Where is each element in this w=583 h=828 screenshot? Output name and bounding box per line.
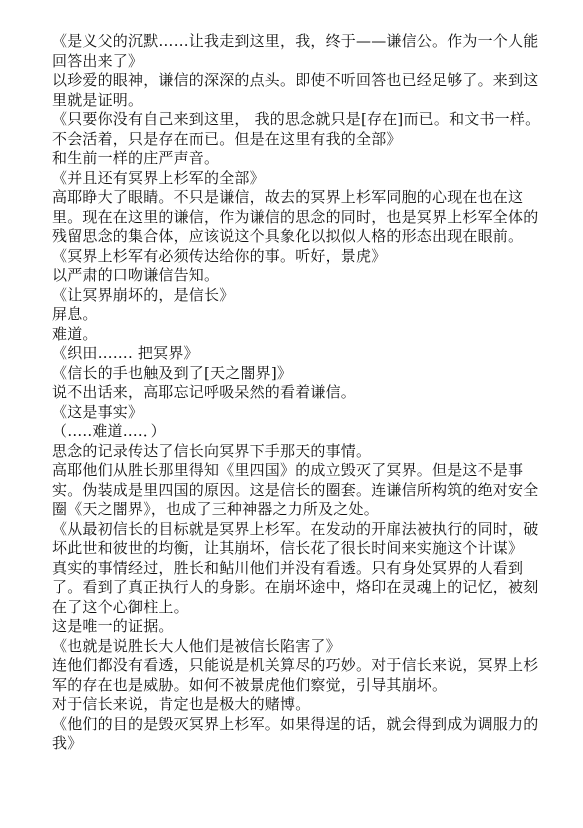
paragraph: 思念的记录传达了信长向冥界下手那天的事情。: [52, 441, 372, 460]
paragraph: 真实的事情经过，胜长和鲇川他们并没有看透。只有身处冥界的人看到了。看到了真正执行人的身影。在崩坏途中，烙印在灵魂上的记忆，被刻在了这个心御柱上。: [52, 558, 539, 616]
paragraph: 《从最初信长的目标就是冥界上杉军。在发动的开扉法被执行的同时，破坏此世和彼世的均衡，让其崩坏，信长花了很长时间来实施这个计谋》: [52, 519, 539, 557]
paragraph: 说不出话来，高耶忘记呼吸呆然的看着谦信。: [52, 383, 357, 401]
paragraph: 这是唯一的证据。: [52, 617, 174, 635]
paragraph: 《是义父的沉默……让我走到这里，我，终于——谦信公。作为一个人能回答出来了》: [52, 32, 539, 70]
paragraph: 对于信长来说，肯定也是极大的赌博。: [52, 695, 311, 713]
paragraph: 《并且还有冥界上杉军的全部》: [52, 168, 265, 187]
paragraph: 以严肃的口吻谦信告知。: [52, 266, 220, 284]
paragraph: 《信长的手也触及到了[天之闇界]》: [52, 363, 293, 382]
paragraph: 《让冥界崩坏的，是信长》: [52, 285, 235, 304]
paragraph: 《这是事实》: [52, 402, 144, 421]
paragraph: 高耶睁大了眼睛。不只是谦信，故去的冥界上杉军同胞的心现在也在这里。现在在这里的谦信，作为谦信的思念的同时，也是冥界上杉军全体的残留思念的集合体，应该说这个具象化以拟似人格的形态出现在眼前。: [52, 188, 539, 245]
paragraph: （…..难道….．）: [52, 422, 166, 440]
paragraph: 《只要你没有自己来到这里， 我的思念就只是[存在]而已。和文书一样。不会活着，只是存在而已。但是在这里有我的全部》: [52, 110, 541, 148]
paragraph: 高耶他们从胜长那里得知《里四国》的成立毁灭了冥界。但是这不是事实。伪装成是里四国的原因。这是信长的圈套。连谦信所构筑的绝对安全圈《天之闇界》，也成了三种神器之力所及之处。: [52, 461, 539, 518]
paragraph: 《织田……. 把冥界》: [52, 344, 199, 362]
paragraph: 《冥界上杉军有必须传达给你的事。听好，景虎》: [52, 246, 387, 265]
paragraph: 连他们都没有看透，只能说是机关算尽的巧妙。对于信长来说，冥界上杉军的存在也是威胁。如何不被景虎他们察觉，引导其崩坏。: [52, 656, 539, 694]
paragraph: 《也就是说胜长大人他们是被信长陷害了》: [52, 636, 341, 655]
document-page: [52, 32, 544, 754]
paragraph: 屏息。: [52, 305, 98, 323]
paragraph: 《他们的目的是毁灭冥界上杉军。如果得逞的话，就会得到成为调服力的我》: [52, 714, 539, 752]
paragraph: 和生前一样的庄严声音。: [52, 149, 220, 167]
paragraph: 难道。: [52, 324, 98, 343]
paragraph: 以珍爱的眼神，谦信的深深的点头。即使不听回答也已经足够了。来到这里就是证明。: [52, 71, 539, 109]
